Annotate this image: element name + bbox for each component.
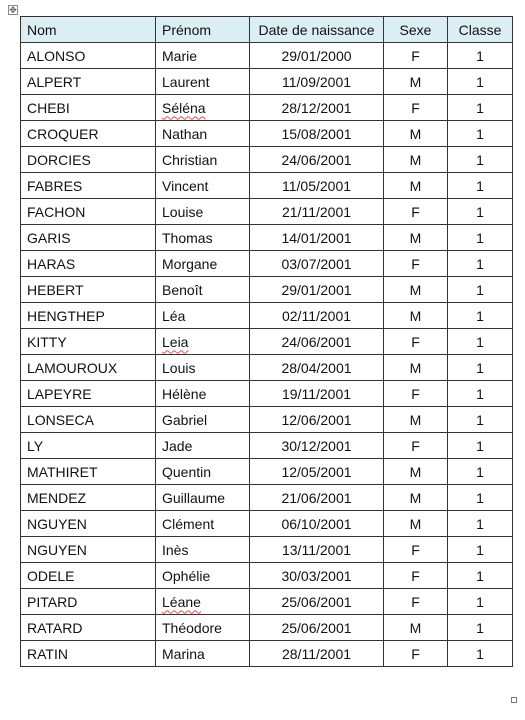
cell-date-de-naissance-text: 28/11/2001 — [281, 645, 352, 662]
cell-prenom-text: Louis — [162, 359, 196, 376]
cell-date-de-naissance-text: 14/01/2001 — [281, 229, 352, 246]
cell-prenom[interactable] — [156, 251, 250, 277]
cell-nom[interactable] — [21, 251, 156, 277]
cell-sexe[interactable] — [384, 303, 448, 329]
cell-classe-text: 1 — [476, 255, 484, 272]
cell-classe[interactable] — [448, 173, 513, 199]
cell-date-de-naissance-text: 15/08/2001 — [281, 125, 352, 142]
cell-classe-text: 1 — [476, 359, 484, 376]
cell-nom[interactable] — [21, 303, 156, 329]
table-row — [21, 199, 513, 225]
cell-nom-text: CROQUER — [27, 125, 99, 142]
cell-classe[interactable] — [448, 641, 513, 667]
cell-classe-text: 1 — [476, 437, 484, 454]
cell-classe[interactable] — [448, 615, 513, 641]
table-row — [21, 329, 513, 355]
cell-classe-text: 1 — [476, 515, 484, 532]
cell-nom-text: LAMOUROUX — [27, 359, 118, 376]
cell-nom[interactable] — [21, 641, 156, 667]
cell-prenom[interactable] — [156, 199, 250, 225]
cell-classe[interactable] — [448, 511, 513, 537]
cell-nom-text: ODELE — [27, 567, 75, 584]
cell-classe-text: 1 — [476, 177, 484, 194]
cell-sexe[interactable] — [384, 43, 448, 69]
cell-classe-text: 1 — [476, 281, 484, 298]
cell-prenom[interactable] — [156, 43, 250, 69]
table-row — [21, 147, 513, 173]
cell-date-de-naissance[interactable] — [250, 121, 384, 147]
cell-classe[interactable] — [448, 459, 513, 485]
cell-nom-text: LY — [27, 437, 44, 454]
cell-sexe[interactable] — [384, 199, 448, 225]
cell-nom[interactable] — [21, 95, 156, 121]
cell-prenom-text: Christian — [162, 151, 218, 168]
cell-nom[interactable] — [21, 147, 156, 173]
table-row — [21, 251, 513, 277]
cell-sexe-text: F — [411, 99, 420, 116]
table-row — [21, 355, 513, 381]
cell-nom[interactable] — [21, 121, 156, 147]
cell-sexe-text: M — [409, 411, 422, 428]
cell-date-de-naissance-text: 25/06/2001 — [281, 619, 352, 636]
table-row — [21, 69, 513, 95]
cell-classe[interactable] — [448, 485, 513, 511]
cell-sexe[interactable] — [384, 277, 448, 303]
cell-date-de-naissance[interactable] — [250, 641, 384, 667]
table-row — [21, 537, 513, 563]
cell-date-de-naissance-text: 25/06/2001 — [281, 593, 352, 610]
cell-prenom[interactable] — [156, 329, 250, 355]
table-row — [21, 43, 513, 69]
cell-date-de-naissance[interactable] — [250, 433, 384, 459]
cell-nom-text: PITARD — [27, 593, 78, 610]
student-table — [20, 16, 513, 667]
cell-date-de-naissance[interactable] — [250, 355, 384, 381]
cell-classe[interactable] — [448, 407, 513, 433]
cell-prenom-text: Benoît — [162, 281, 203, 298]
cell-prenom[interactable] — [156, 303, 250, 329]
cell-sexe-text: F — [411, 47, 420, 64]
cell-nom-text: ALONSO — [27, 47, 86, 64]
cell-sexe-text: M — [409, 307, 422, 324]
cell-date-de-naissance-text: 28/04/2001 — [281, 359, 352, 376]
cell-classe[interactable] — [448, 537, 513, 563]
cell-sexe[interactable] — [384, 69, 448, 95]
cell-date-de-naissance-text: 21/11/2001 — [281, 203, 352, 220]
cell-prenom-text: Inès — [162, 541, 189, 558]
cell-sexe[interactable] — [384, 589, 448, 615]
cell-classe-text: 1 — [476, 593, 484, 610]
table-row — [21, 95, 513, 121]
cell-classe[interactable] — [448, 95, 513, 121]
cell-nom-text: FABRES — [27, 177, 83, 194]
table-row — [21, 433, 513, 459]
cell-sexe-text: M — [409, 151, 422, 168]
table-row — [21, 485, 513, 511]
cell-sexe-text: M — [409, 489, 422, 506]
cell-sexe-text: F — [411, 541, 420, 558]
cell-nom[interactable] — [21, 277, 156, 303]
cell-date-de-naissance[interactable] — [250, 95, 384, 121]
cell-prenom[interactable] — [156, 537, 250, 563]
cell-classe[interactable] — [448, 121, 513, 147]
cell-nom[interactable] — [21, 69, 156, 95]
table-row — [21, 225, 513, 251]
cell-prenom-text: Leia — [162, 333, 189, 350]
cell-date-de-naissance[interactable] — [250, 511, 384, 537]
cell-classe[interactable] — [448, 563, 513, 589]
cell-sexe-text: F — [411, 593, 420, 610]
cell-prenom-text: Morgane — [162, 255, 218, 272]
cell-classe-text: 1 — [476, 567, 484, 584]
cell-sexe[interactable] — [384, 121, 448, 147]
cell-prenom[interactable] — [156, 563, 250, 589]
cell-date-de-naissance[interactable] — [250, 615, 384, 641]
cell-sexe[interactable] — [384, 225, 448, 251]
cell-date-de-naissance[interactable] — [250, 199, 384, 225]
cell-date-de-naissance[interactable] — [250, 589, 384, 615]
cell-prenom-text: Nathan — [162, 125, 208, 142]
cell-date-de-naissance[interactable] — [250, 251, 384, 277]
cell-nom-text: DORCIES — [27, 151, 91, 168]
cell-sexe-text: M — [409, 177, 422, 194]
cell-date-de-naissance[interactable] — [250, 459, 384, 485]
cell-date-de-naissance-text: 02/11/2001 — [281, 307, 352, 324]
cell-nom[interactable] — [21, 563, 156, 589]
header-prenom[interactable]: Prénom — [156, 17, 250, 43]
cell-sexe-text: F — [411, 333, 420, 350]
table-resize-handle[interactable] — [511, 697, 517, 703]
header-sexe[interactable]: Sexe — [384, 17, 448, 43]
cell-date-de-naissance-text: 30/12/2001 — [281, 437, 352, 454]
cell-classe[interactable] — [448, 43, 513, 69]
cell-prenom[interactable] — [156, 615, 250, 641]
cell-prenom[interactable] — [156, 355, 250, 381]
cell-nom-text: HEBERT — [27, 281, 84, 298]
cell-nom[interactable] — [21, 511, 156, 537]
cell-nom-text: CHEBI — [27, 99, 70, 116]
cell-sexe[interactable] — [384, 95, 448, 121]
cell-nom-text: LAPEYRE — [27, 385, 92, 402]
cell-classe[interactable] — [448, 303, 513, 329]
cell-prenom[interactable] — [156, 147, 250, 173]
cell-nom-text: NGUYEN — [27, 541, 87, 558]
cell-sexe[interactable] — [384, 641, 448, 667]
cell-date-de-naissance[interactable] — [250, 43, 384, 69]
cell-classe[interactable] — [448, 251, 513, 277]
cell-nom[interactable] — [21, 329, 156, 355]
cell-classe[interactable] — [448, 69, 513, 95]
cell-nom-text: KITTY — [27, 333, 67, 350]
cell-nom-text: GARIS — [27, 229, 71, 246]
cell-classe-text: 1 — [476, 307, 484, 324]
cell-nom[interactable] — [21, 355, 156, 381]
cell-prenom[interactable] — [156, 173, 250, 199]
cell-classe-text: 1 — [476, 619, 484, 636]
cell-nom[interactable] — [21, 615, 156, 641]
cell-prenom[interactable] — [156, 121, 250, 147]
cell-date-de-naissance-text: 12/06/2001 — [281, 411, 352, 428]
cell-sexe[interactable] — [384, 173, 448, 199]
cell-classe[interactable] — [448, 355, 513, 381]
cell-classe[interactable] — [448, 147, 513, 173]
cell-date-de-naissance[interactable] — [250, 173, 384, 199]
cell-nom-text: HARAS — [27, 255, 76, 272]
cell-nom[interactable] — [21, 589, 156, 615]
cell-sexe[interactable] — [384, 433, 448, 459]
cell-classe[interactable] — [448, 433, 513, 459]
cell-nom-text: MATHIRET — [27, 463, 98, 480]
cell-nom-text: LONSECA — [27, 411, 94, 428]
cell-prenom-text: Hélène — [162, 385, 207, 402]
table-row — [21, 589, 513, 615]
cell-sexe-text: M — [409, 619, 422, 636]
cell-nom[interactable] — [21, 381, 156, 407]
table-header-row — [21, 17, 513, 43]
cell-prenom[interactable] — [156, 277, 250, 303]
cell-date-de-naissance-text: 19/11/2001 — [281, 385, 352, 402]
cell-prenom-text: Clément — [162, 515, 215, 532]
cell-nom[interactable] — [21, 407, 156, 433]
cell-sexe-text: M — [409, 463, 422, 480]
header-nom[interactable]: Nom — [21, 17, 156, 43]
cell-prenom-text: Laurent — [162, 73, 210, 90]
cell-nom[interactable] — [21, 173, 156, 199]
cell-classe[interactable] — [448, 277, 513, 303]
table-row — [21, 277, 513, 303]
cell-sexe[interactable] — [384, 615, 448, 641]
cell-classe-text: 1 — [476, 47, 484, 64]
cell-classe-text: 1 — [476, 125, 484, 142]
cell-prenom[interactable] — [156, 511, 250, 537]
cell-sexe[interactable] — [384, 563, 448, 589]
table-move-handle[interactable]: ✥ — [9, 5, 17, 15]
cell-date-de-naissance-text: 24/06/2001 — [281, 151, 352, 168]
cell-sexe[interactable] — [384, 147, 448, 173]
table-body — [21, 43, 513, 667]
cell-classe-text: 1 — [476, 99, 484, 116]
cell-nom[interactable] — [21, 485, 156, 511]
cell-nom-text: ALPERT — [27, 73, 82, 90]
cell-prenom-text: Vincent — [162, 177, 209, 194]
cell-prenom-text: Léa — [162, 307, 186, 324]
cell-nom[interactable] — [21, 537, 156, 563]
cell-classe[interactable] — [448, 329, 513, 355]
cell-date-de-naissance-text: 06/10/2001 — [281, 515, 352, 532]
cell-prenom[interactable] — [156, 589, 250, 615]
cell-classe[interactable] — [448, 225, 513, 251]
table-row — [21, 459, 513, 485]
cell-date-de-naissance[interactable] — [250, 277, 384, 303]
cell-prenom[interactable] — [156, 641, 250, 667]
cell-classe-text: 1 — [476, 411, 484, 428]
cell-prenom[interactable] — [156, 225, 250, 251]
cell-prenom-text: Marina — [162, 645, 205, 662]
cell-nom-text: FACHON — [27, 203, 86, 220]
cell-nom-text: NGUYEN — [27, 515, 87, 532]
cell-classe-text: 1 — [476, 385, 484, 402]
table-row — [21, 381, 513, 407]
cell-date-de-naissance-text: 30/03/2001 — [281, 567, 352, 584]
header-date-de-naissance[interactable]: Date de naissance — [250, 17, 384, 43]
cell-sexe[interactable] — [384, 511, 448, 537]
cell-prenom[interactable] — [156, 69, 250, 95]
cell-sexe[interactable] — [384, 459, 448, 485]
cell-classe-text: 1 — [476, 463, 484, 480]
cell-prenom[interactable] — [156, 485, 250, 511]
cell-prenom[interactable] — [156, 433, 250, 459]
cell-date-de-naissance[interactable] — [250, 329, 384, 355]
cell-nom[interactable] — [21, 43, 156, 69]
cell-date-de-naissance-text: 28/12/2001 — [281, 99, 352, 116]
table-row — [21, 121, 513, 147]
cell-nom-text: RATIN — [27, 645, 68, 662]
cell-prenom-text: Guillaume — [162, 489, 226, 506]
table-row — [21, 511, 513, 537]
cell-prenom-text: Gabriel — [162, 411, 208, 428]
cell-nom-text: HENGTHEP — [27, 307, 105, 324]
cell-sexe-text: F — [411, 567, 420, 584]
cell-date-de-naissance[interactable] — [250, 563, 384, 589]
cell-classe-text: 1 — [476, 333, 484, 350]
table-row — [21, 303, 513, 329]
cell-sexe-text: F — [411, 255, 420, 272]
cell-nom[interactable] — [21, 459, 156, 485]
cell-classe-text: 1 — [476, 541, 484, 558]
cell-classe[interactable] — [448, 589, 513, 615]
cell-date-de-naissance-text: 11/05/2001 — [281, 177, 352, 194]
cell-date-de-naissance[interactable] — [250, 225, 384, 251]
cell-classe-text: 1 — [476, 203, 484, 220]
cell-date-de-naissance-text: 21/06/2001 — [281, 489, 352, 506]
cell-sexe-text: F — [411, 385, 420, 402]
cell-sexe[interactable] — [384, 485, 448, 511]
cell-classe-text: 1 — [476, 151, 484, 168]
cell-nom-text: MENDEZ — [27, 489, 87, 506]
cell-prenom-text: Léane — [162, 593, 201, 610]
cell-classe-text: 1 — [476, 645, 484, 662]
cell-prenom-text: Marie — [162, 47, 198, 64]
cell-date-de-naissance-text: 12/05/2001 — [281, 463, 352, 480]
cell-sexe[interactable] — [384, 537, 448, 563]
table-row — [21, 563, 513, 589]
cell-nom[interactable] — [21, 199, 156, 225]
cell-classe-text: 1 — [476, 489, 484, 506]
cell-date-de-naissance[interactable] — [250, 303, 384, 329]
table-row — [21, 173, 513, 199]
cell-date-de-naissance-text: 03/07/2001 — [281, 255, 352, 272]
cell-prenom-text: Jade — [162, 437, 193, 454]
cell-prenom[interactable] — [156, 459, 250, 485]
cell-date-de-naissance[interactable] — [250, 381, 384, 407]
cell-date-de-naissance-text: 13/11/2001 — [281, 541, 352, 558]
table-row — [21, 641, 513, 667]
cell-prenom[interactable] — [156, 407, 250, 433]
cell-nom[interactable] — [21, 225, 156, 251]
cell-prenom-text: Louise — [162, 203, 204, 220]
cell-classe[interactable] — [448, 199, 513, 225]
cell-date-de-naissance[interactable] — [250, 537, 384, 563]
header-classe[interactable]: Classe — [448, 17, 513, 43]
cell-classe[interactable] — [448, 381, 513, 407]
table-row — [21, 407, 513, 433]
cell-prenom-text: Ophélie — [162, 567, 211, 584]
cell-prenom-text: Thomas — [162, 229, 213, 246]
cell-nom[interactable] — [21, 433, 156, 459]
cell-sexe-text: M — [409, 229, 422, 246]
cell-sexe-text: M — [409, 125, 422, 142]
cell-classe-text: 1 — [476, 229, 484, 246]
cell-nom-text: RATARD — [27, 619, 83, 636]
cell-prenom[interactable] — [156, 381, 250, 407]
cell-prenom-text: Théodore — [162, 619, 222, 636]
cell-date-de-naissance[interactable] — [250, 69, 384, 95]
cell-sexe-text: F — [411, 437, 420, 454]
cell-prenom[interactable] — [156, 95, 250, 121]
cell-classe-text: 1 — [476, 73, 484, 90]
cell-sexe-text: M — [409, 359, 422, 376]
cell-sexe[interactable] — [384, 251, 448, 277]
cell-sexe[interactable] — [384, 407, 448, 433]
cell-prenom-text: Quentin — [162, 463, 212, 480]
cell-date-de-naissance-text: 29/01/2001 — [281, 281, 352, 298]
cell-date-de-naissance[interactable] — [250, 147, 384, 173]
cell-prenom-text: Séléna — [162, 99, 206, 116]
cell-date-de-naissance-text: 11/09/2001 — [281, 73, 352, 90]
cell-date-de-naissance[interactable] — [250, 407, 384, 433]
cell-sexe-text: M — [409, 281, 422, 298]
cell-sexe-text: M — [409, 73, 422, 90]
cell-sexe-text: F — [411, 645, 420, 662]
cell-date-de-naissance[interactable] — [250, 485, 384, 511]
cell-sexe[interactable] — [384, 355, 448, 381]
cell-sexe-text: M — [409, 515, 422, 532]
cell-sexe[interactable] — [384, 329, 448, 355]
table-row — [21, 615, 513, 641]
cell-date-de-naissance-text: 29/01/2000 — [281, 47, 352, 64]
cell-date-de-naissance-text: 24/06/2001 — [281, 333, 352, 350]
cell-sexe-text: F — [411, 203, 420, 220]
cell-sexe[interactable] — [384, 381, 448, 407]
